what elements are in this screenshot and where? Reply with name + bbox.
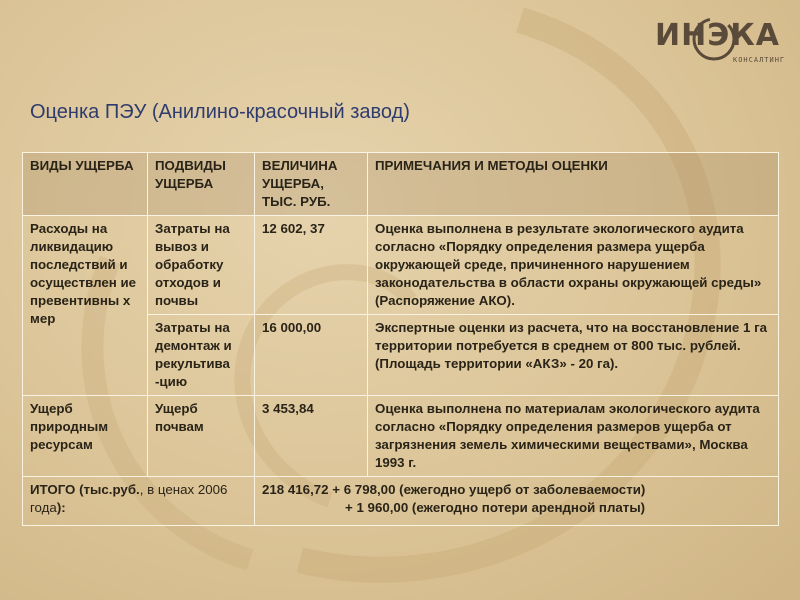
total-label-part: ИТОГО (тыс.руб.: [30, 482, 140, 497]
damage-subtype-cell: Ущерб почвам: [148, 396, 255, 477]
total-line-1: 218 416,72 + 6 798,00 (ежегодно ущерб от заболеваемости): [262, 482, 646, 497]
table-total-row: [23, 477, 779, 526]
damage-subtype-cell: Затраты на вывоз и обработку отходов и почвы: [148, 216, 255, 315]
total-value-cell: [255, 477, 779, 526]
header-damage-subtype: ПОДВИДЫ УЩЕРБА: [148, 153, 255, 216]
header-notes-methods: ПРИМЕЧАНИЯ И МЕТОДЫ ОЦЕНКИ: [368, 153, 779, 216]
damage-type-cell: Ущерб природным ресурсам: [23, 396, 148, 477]
notes-cell: Оценка выполнена по материалам экологического аудита согласно «Порядку определения размеров ущерба от загрязнения земель химическими веществами», Москва 1993 г.: [368, 396, 779, 477]
damage-value-cell: 3 453,84: [255, 396, 368, 477]
logo-subtitle: КОНСАЛТИНГ: [733, 56, 786, 64]
total-line-2: + 1 960,00 (ежегодно потери арендной платы): [345, 500, 646, 515]
damage-subtype-cell: Затраты на демонтаж и рекультива -цию: [148, 315, 255, 396]
damage-value-cell: 16 000,00: [255, 315, 368, 396]
total-label-prices: , в ценах 2006 года: [30, 482, 228, 515]
damage-type-cell: Расходы на ликвидацию последствий и осуществлен ие превентивны х мер: [23, 216, 148, 396]
damage-assessment-table: [22, 152, 779, 526]
company-logo: [655, 12, 785, 72]
table-row: [23, 216, 779, 315]
notes-cell: Оценка выполнена в результате экологического аудита согласно «Порядку определения размера ущерба окружающей среде, причиненного нарушением законодательства в области охраны окружающей среды» (Распоряжение АКО).: [368, 216, 779, 315]
damage-value-cell: 12 602, 37: [255, 216, 368, 315]
header-damage-value: ВЕЛИЧИНА УЩЕРБА, ТЫС. РУБ.: [255, 153, 368, 216]
total-label-end: ):: [56, 500, 66, 515]
logo-wordmark: ИНЭКА: [655, 18, 780, 53]
header-damage-type: ВИДЫ УЩЕРБА: [23, 153, 148, 216]
table-header-row: [23, 153, 779, 216]
total-label-cell: [23, 477, 255, 526]
notes-cell: Экспертные оценки из расчета, что на восстановление 1 га территории потребуется в среднем от 800 тыс. рублей. (Площадь территории «АКЗ» - 20 га).: [368, 315, 779, 396]
slide-title: Оценка ПЭУ (Анилино-красочный завод): [30, 101, 410, 123]
table-row: [23, 396, 779, 477]
